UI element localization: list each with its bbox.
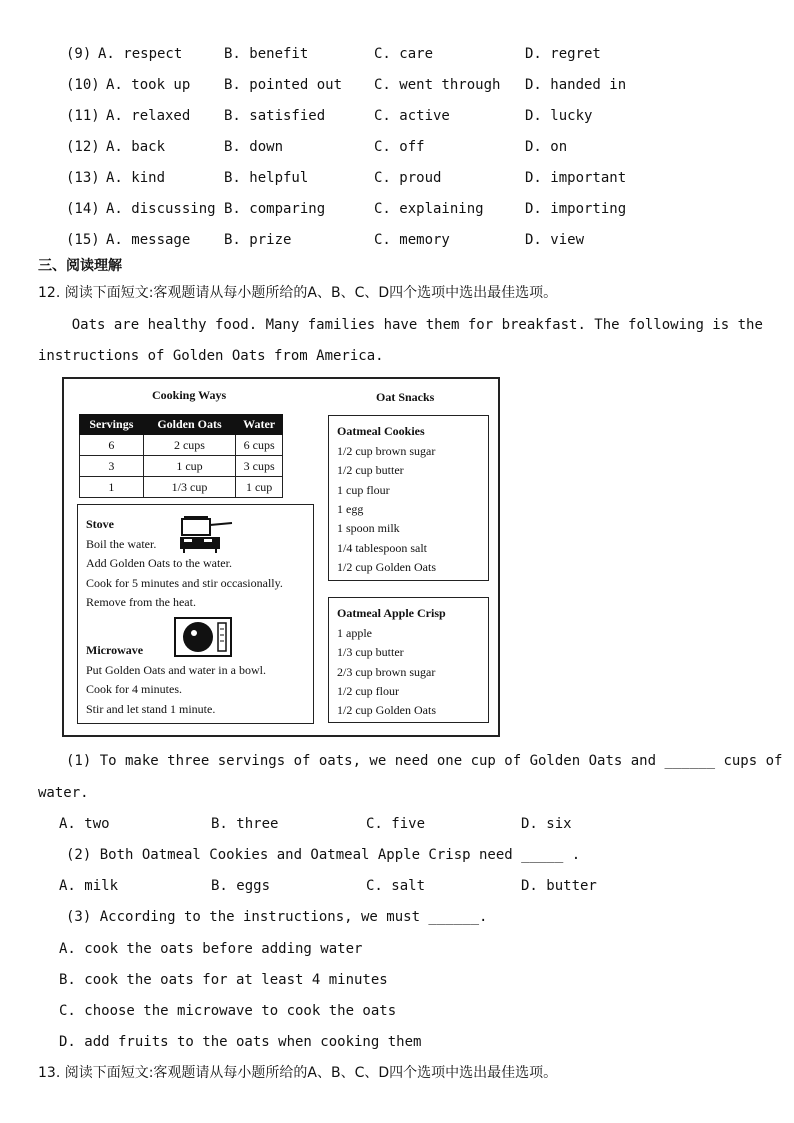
table-cell: 1 cup — [236, 477, 283, 498]
oat-snacks-title: Oat Snacks — [376, 390, 435, 404]
microwave-icon — [174, 617, 232, 657]
table-header: Golden Oats — [143, 415, 236, 435]
table-cell: 1 cup — [143, 456, 236, 477]
option-d: D. handed in — [525, 77, 627, 93]
cookies-ingredient: 1 cup flour — [337, 483, 390, 497]
option-a: A. kind — [106, 170, 166, 186]
crisp-ingredient: 1/2 cup Golden Oats — [337, 703, 436, 717]
cooking-methods-box — [77, 504, 314, 724]
option-b: B. down — [224, 139, 284, 155]
table-header: Water — [236, 415, 283, 435]
table-cell: 1/3 cup — [143, 477, 236, 498]
item-13-instructions: 13. 阅读下面短文:客观题请从每小题所给的A、B、C、D四个选项中选出最佳选项。 — [38, 1065, 558, 1081]
cookies-ingredient: 1 egg — [337, 502, 364, 516]
option-a: A. cook the oats before adding water — [59, 941, 363, 957]
option-b: B. satisfied — [224, 108, 326, 124]
option-b: B. three — [211, 816, 279, 832]
cookies-ingredient: 1/2 cup Golden Oats — [337, 560, 436, 574]
stove-title: Stove — [86, 517, 114, 531]
cookies-ingredient: 1/4 tablespoon salt — [337, 541, 427, 555]
passage-line: instructions of Golden Oats from America. — [38, 348, 384, 364]
option-b: B. comparing — [224, 201, 326, 217]
option-c: C. explaining — [374, 201, 484, 217]
question-number: (10) — [66, 77, 100, 93]
option-a: A. took up — [106, 77, 191, 93]
oatmeal-cookies-box — [328, 415, 489, 581]
sub-question-1-continued: water. — [38, 785, 89, 801]
question-number: (13) — [66, 170, 100, 186]
table-row — [80, 456, 283, 477]
option-c: C. proud — [374, 170, 442, 186]
table-cell: 1 — [80, 477, 144, 498]
option-a: A. milk — [59, 878, 119, 894]
option-a: A. message — [106, 232, 191, 248]
table-cell: 6 — [80, 435, 144, 456]
option-a: A. relaxed — [106, 108, 191, 124]
microwave-title: Microwave — [86, 643, 144, 657]
cookies-ingredient: 1 spoon milk — [337, 521, 400, 535]
question-number: (15) — [66, 232, 100, 248]
crisp-ingredient: 2/3 cup brown sugar — [337, 665, 436, 679]
option-a: A. discussing — [106, 201, 216, 217]
option-d: D. important — [525, 170, 627, 186]
option-a: A. respect — [98, 46, 183, 62]
option-c: C. choose the microwave to cook the oats — [59, 1003, 397, 1019]
table-header: Servings — [80, 415, 144, 435]
option-c: C. five — [366, 816, 426, 832]
crisp-title: Oatmeal Apple Crisp — [337, 606, 446, 620]
item-12-instructions: 12. 阅读下面短文:客观题请从每小题所给的A、B、C、D四个选项中选出最佳选项。 — [38, 285, 558, 301]
option-c: C. memory — [374, 232, 450, 248]
option-a: A. back — [106, 139, 166, 155]
option-c: C. went through — [374, 77, 501, 93]
option-b: B. cook the oats for at least 4 minutes — [59, 972, 388, 988]
crisp-ingredient: 1/3 cup butter — [337, 645, 404, 659]
option-d: D. on — [525, 139, 568, 155]
stove-step: Boil the water. — [86, 537, 157, 551]
crisp-ingredient: 1/2 cup flour — [337, 684, 399, 698]
cooking-ways-title: Cooking Ways — [152, 388, 227, 402]
stove-step: Add Golden Oats to the water. — [86, 556, 232, 570]
option-b: B. prize — [224, 232, 292, 248]
oats-instructions-figure — [62, 377, 500, 737]
option-d: D. view — [525, 232, 585, 248]
section-title: 三、阅读理解 — [38, 258, 122, 274]
cookies-ingredient: 1/2 cup brown sugar — [337, 444, 436, 458]
crisp-ingredient: 1 apple — [337, 626, 372, 640]
stove-step: Cook for 5 minutes and stir occasionally. — [86, 576, 283, 590]
stove-icon — [174, 513, 236, 553]
table-cell: 3 cups — [236, 456, 283, 477]
table-cell: 6 cups — [236, 435, 283, 456]
option-d: D. add fruits to the oats when cooking them — [59, 1034, 422, 1050]
oatmeal-apple-crisp-box — [328, 597, 489, 723]
cookies-ingredient: 1/2 cup butter — [337, 463, 404, 477]
table-cell: 3 — [80, 456, 144, 477]
table-header-row — [80, 415, 283, 435]
microwave-step: Stir and let stand 1 minute. — [86, 702, 216, 716]
option-a: A. two — [59, 816, 110, 832]
stove-step: Remove from the heat. — [86, 595, 196, 609]
question-number: (11) — [66, 108, 100, 124]
question-number: (14) — [66, 201, 100, 217]
table-cell: 2 cups — [143, 435, 236, 456]
option-b: B. helpful — [224, 170, 309, 186]
sub-question-3: (3) According to the instructions, we must ______. — [66, 909, 488, 925]
microwave-step: Cook for 4 minutes. — [86, 682, 182, 696]
table-row — [80, 477, 283, 498]
option-d: D. importing — [525, 201, 627, 217]
option-c: C. off — [374, 139, 425, 155]
option-d: D. lucky — [525, 108, 593, 124]
option-b: B. benefit — [224, 46, 309, 62]
option-d: D. six — [521, 816, 572, 832]
option-c: C. active — [374, 108, 450, 124]
passage-line: Oats are healthy food. Many families have them for breakfast. The following is the — [38, 317, 763, 333]
option-b: B. eggs — [211, 878, 271, 894]
servings-table — [79, 414, 283, 498]
option-d: D. regret — [525, 46, 601, 62]
sub-question-2: (2) Both Oatmeal Cookies and Oatmeal Apple Crisp need _____ . — [66, 847, 581, 863]
question-number: (9) — [66, 46, 92, 62]
microwave-step: Put Golden Oats and water in a bowl. — [86, 663, 266, 677]
sub-question-1: (1) To make three servings of oats, we need one cup of Golden Oats and ______ cups of — [66, 753, 783, 769]
option-b: B. pointed out — [224, 77, 343, 93]
option-c: C. care — [374, 46, 434, 62]
option-c: C. salt — [366, 878, 426, 894]
cookies-title: Oatmeal Cookies — [337, 424, 425, 438]
option-d: D. butter — [521, 878, 597, 894]
table-row — [80, 435, 283, 456]
question-number: (12) — [66, 139, 100, 155]
